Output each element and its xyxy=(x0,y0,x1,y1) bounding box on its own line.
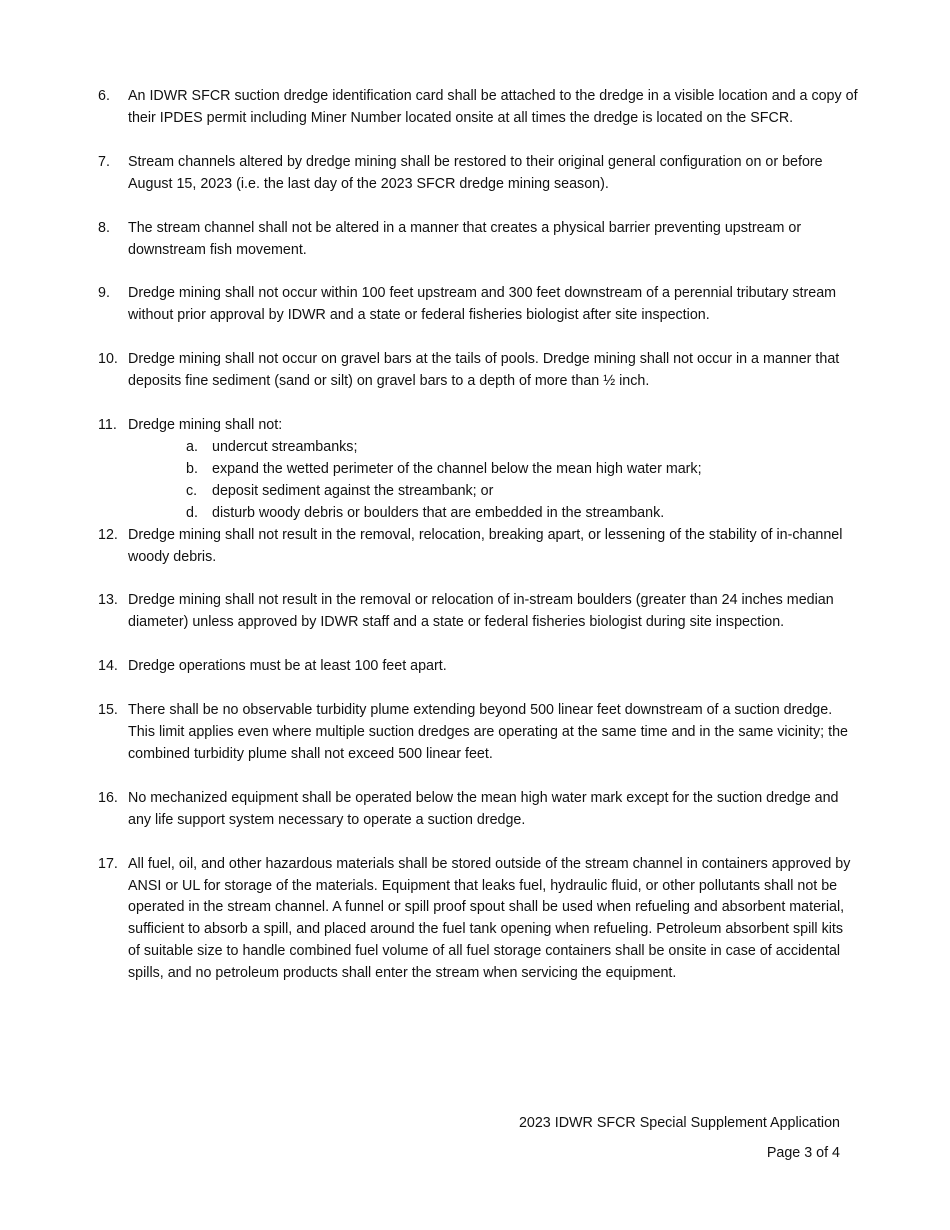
footer-document-title: 2023 IDWR SFCR Special Supplement Application xyxy=(518,1115,840,1131)
conditions-list xyxy=(98,86,858,1007)
sub-item-text: undercut streambanks; xyxy=(212,438,358,455)
item-number: 11. xyxy=(98,417,117,434)
item-text: Dredge mining shall not result in the removal, relocation, breaking apart, or lessening of the stability of in-channel woody debris. xyxy=(128,526,843,565)
item-text: The stream channel shall not be altered in a manner that creates a physical barrier preventing upstream or downstream fish movement. xyxy=(128,219,802,258)
item-text: Dredge mining shall not result in the removal or relocation of in-stream boulders (greater than 24 inches median diameter) unless approved by IDWR staff and a state or federal fisheries biologist during site inspection. xyxy=(128,592,834,631)
item-text: Dredge mining shall not: xyxy=(128,417,283,434)
list-item xyxy=(98,218,858,262)
sub-item-text: expand the wetted perimeter of the channel below the mean high water mark; xyxy=(212,460,702,477)
sub-item-label: d. xyxy=(186,504,198,521)
list-item xyxy=(98,788,858,832)
list-item xyxy=(98,86,858,130)
item-number: 13. xyxy=(98,592,118,609)
list-item xyxy=(98,415,858,525)
item-text: There shall be no observable turbidity plume extending beyond 500 linear feet downstream of a suction dredge. This limit applies even where multiple suction dredges are operating at the same time and in the same vicinity; the combined turbidity plume shall not exceed 500 linear feet. xyxy=(128,702,848,762)
item-text: Dredge mining shall not occur on gravel bars at the tails of pools. Dredge mining shall not occur in a manner that deposits fine sediment (sand or silt) on gravel bars to a depth of more than ½ inch. xyxy=(128,351,840,390)
item-text: Stream channels altered by dredge mining shall be restored to their original general configuration on or before August 15, 2023 (i.e. the last day of the 2023 SFCR dredge mining season). xyxy=(128,153,823,192)
item-number: 8. xyxy=(98,219,110,236)
item-text: All fuel, oil, and other hazardous materials shall be stored outside of the stream channel in containers approved by ANSI or UL for storage of the materials. Equipment that leaks fuel, hydraulic fluid, or other pollutants shall not be operated in the stream channel. A funnel or spill proof spout shall be used when refueling and absorbent material, sufficient to absorb a spill, and placed around the fuel tank opening when refueling. Petroleum absorbent spill kits of suitable size to handle combined fuel volume of all fuel storage containers shall be onsite in case of accidental spills, and no petroleum products shall enter the stream when servicing the equipment. xyxy=(128,855,851,982)
list-item xyxy=(98,700,858,766)
item-number: 9. xyxy=(98,285,110,302)
item-number: 6. xyxy=(98,88,110,104)
footer-page-number: Page 3 of 4 xyxy=(766,1145,840,1161)
item-number: 15. xyxy=(98,702,118,719)
sub-item-text: deposit sediment against the streambank; or xyxy=(212,482,494,499)
list-item xyxy=(98,349,858,393)
sub-item-text: disturb woody debris or boulders that are embedded in the streambank. xyxy=(212,504,665,521)
item-number: 14. xyxy=(98,658,118,675)
list-item xyxy=(98,283,858,327)
sub-list-item xyxy=(128,481,858,503)
item-text: Dredge mining shall not occur within 100 feet upstream and 300 feet downstream of a perennial tributary stream without prior approval by IDWR and a state or federal fisheries biologist after site inspection. xyxy=(128,285,837,324)
item-text: An IDWR SFCR suction dredge identification card shall be attached to the dredge in a visible location and a copy of their IPDES permit including Miner Number located onsite at all times the dredge is located on the SFCR. xyxy=(128,88,858,126)
sub-item-label: b. xyxy=(186,460,198,477)
list-item xyxy=(98,525,858,569)
sub-list-item xyxy=(128,459,858,481)
sub-item-label: a. xyxy=(186,438,198,455)
item-number: 17. xyxy=(98,855,118,872)
item-text: Dredge operations must be at least 100 feet apart. xyxy=(128,658,447,675)
sub-list-item xyxy=(128,503,858,525)
item-text: No mechanized equipment shall be operated below the mean high water mark except for the suction dredge and any life support system necessary to operate a suction dredge. xyxy=(128,789,839,828)
sub-item-label: c. xyxy=(186,482,198,499)
item-number: 10. xyxy=(98,351,118,368)
list-item xyxy=(98,590,858,634)
item-number: 12. xyxy=(98,526,118,543)
list-item xyxy=(98,854,858,985)
item-number: 16. xyxy=(98,789,118,806)
sub-list xyxy=(128,437,858,525)
sub-list-item xyxy=(128,437,858,459)
list-item xyxy=(98,656,858,678)
item-number: 7. xyxy=(98,153,110,170)
list-item xyxy=(98,152,858,196)
